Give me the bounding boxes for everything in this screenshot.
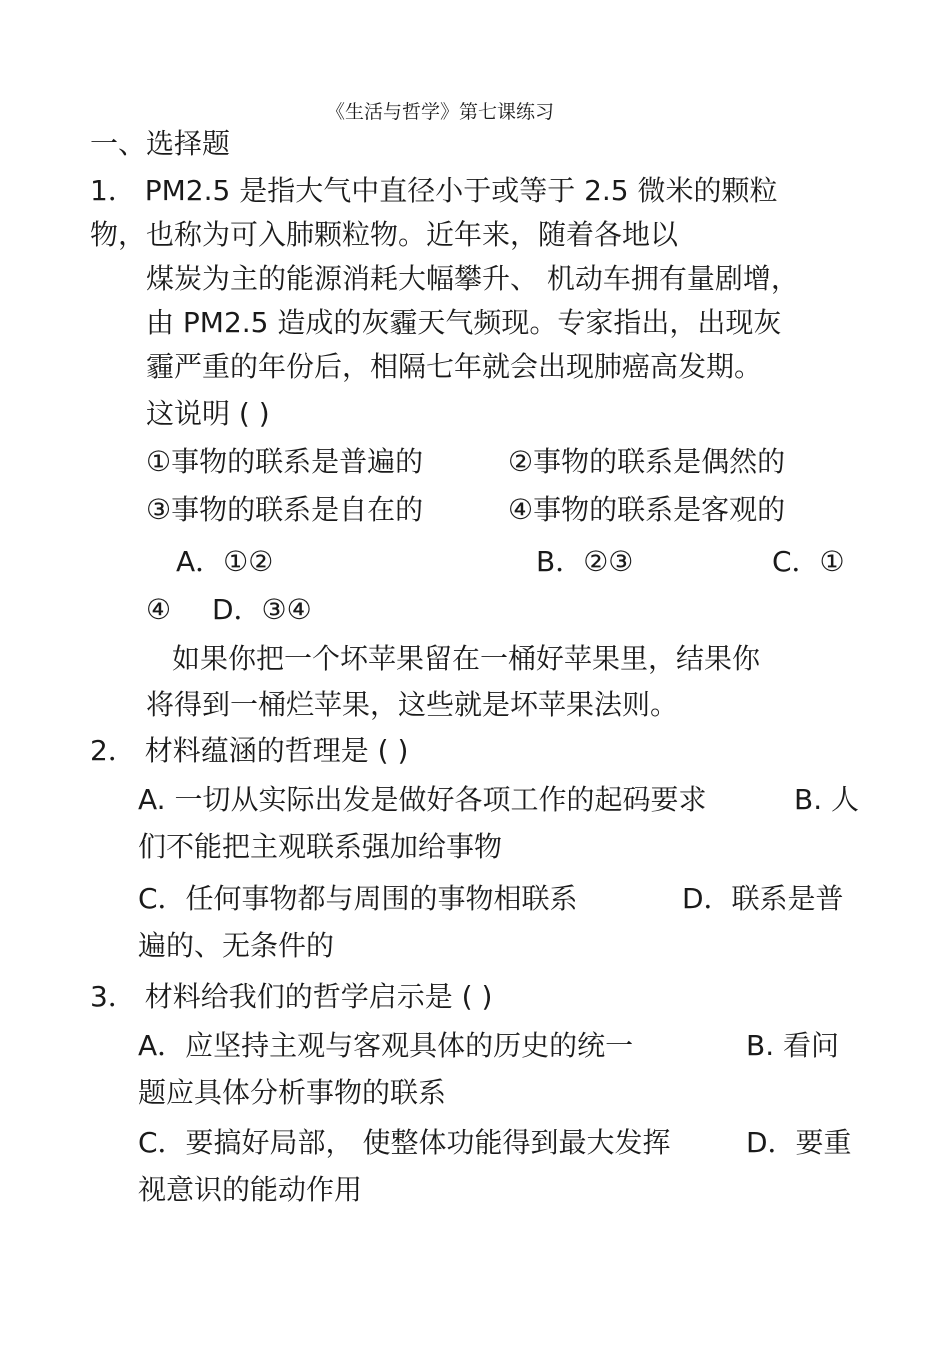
q2-choice-d-continued: 遍的、无条件的 [138,929,335,962]
q1-stem-line-5: 霾严重的年份后，相隔七年就会出现肺癌高发期。 [146,350,763,383]
q1-stem-line-2: 物，也称为可入肺颗粒物。近年来，随着各地以 [90,218,679,251]
q3-choice-b: B. 看问 [746,1029,840,1062]
q2-stem: 2． 材料蕴涵的哲理是 ( ) [90,734,409,767]
q1-statement-2: ②事物的联系是偶然的 [508,445,786,478]
q1-choice-a: A．①② [176,545,274,578]
q1-stem-line-4: 由 PM2.5 造成的灰霾天气频现。专家指出，出现灰 [146,306,782,339]
q1-stem-line-6: 这说明 ( ) [146,397,270,430]
q3-choice-d: D．要重 [746,1126,852,1159]
q3-choice-b-continued: 题应具体分析事物的联系 [138,1076,447,1109]
q3-choice-c: C．要搞好局部， 使整体功能得到最大发挥 [138,1126,671,1159]
q1-choice-d: D．③④ [212,593,312,626]
section-heading: 一、选择题 [90,127,231,160]
q1-statement-1: ①事物的联系是普遍的 [146,445,424,478]
q3-stem: 3． 材料给我们的哲学启示是 ( ) [90,980,493,1013]
q2-choice-b-continued: 们不能把主观联系强加给事物 [138,830,503,863]
q3-choice-d-continued: 视意识的能动作用 [138,1173,363,1206]
q1-stem-line-3: 煤炭为主的能源消耗大幅攀升、 机动车拥有量剧增， [146,262,799,295]
q1-statement-4: ④事物的联系是客观的 [508,493,786,526]
q3-choice-a: A．应坚持主观与客观具体的历史的统一 [138,1029,634,1062]
q2-choice-d: D．联系是普 [682,882,844,915]
q1-statement-3: ③事物的联系是自在的 [146,493,424,526]
q2-choice-a: A. 一切从实际出发是做好各项工作的起码要求 [138,783,707,816]
q1-stem-line-1: 1． PM2.5 是指大气中直径小于或等于 2.5 微米的颗粒 [90,174,778,207]
q1-choice-b: B．②③ [536,545,634,578]
q1-choice-c: C．① [772,545,845,578]
material-line-2: 将得到一桶烂苹果，这些就是坏苹果法则。 [146,688,679,721]
material-line-1: 如果你把一个坏苹果留在一桶好苹果里，结果你 [172,642,761,675]
document-title: 《生活与哲学》第七课练习 [326,101,555,123]
q1-choice-c-continued: ④ [146,593,172,626]
q2-choice-b: B. 人 [794,783,860,816]
q2-choice-c: C．任何事物都与周围的事物相联系 [138,882,578,915]
